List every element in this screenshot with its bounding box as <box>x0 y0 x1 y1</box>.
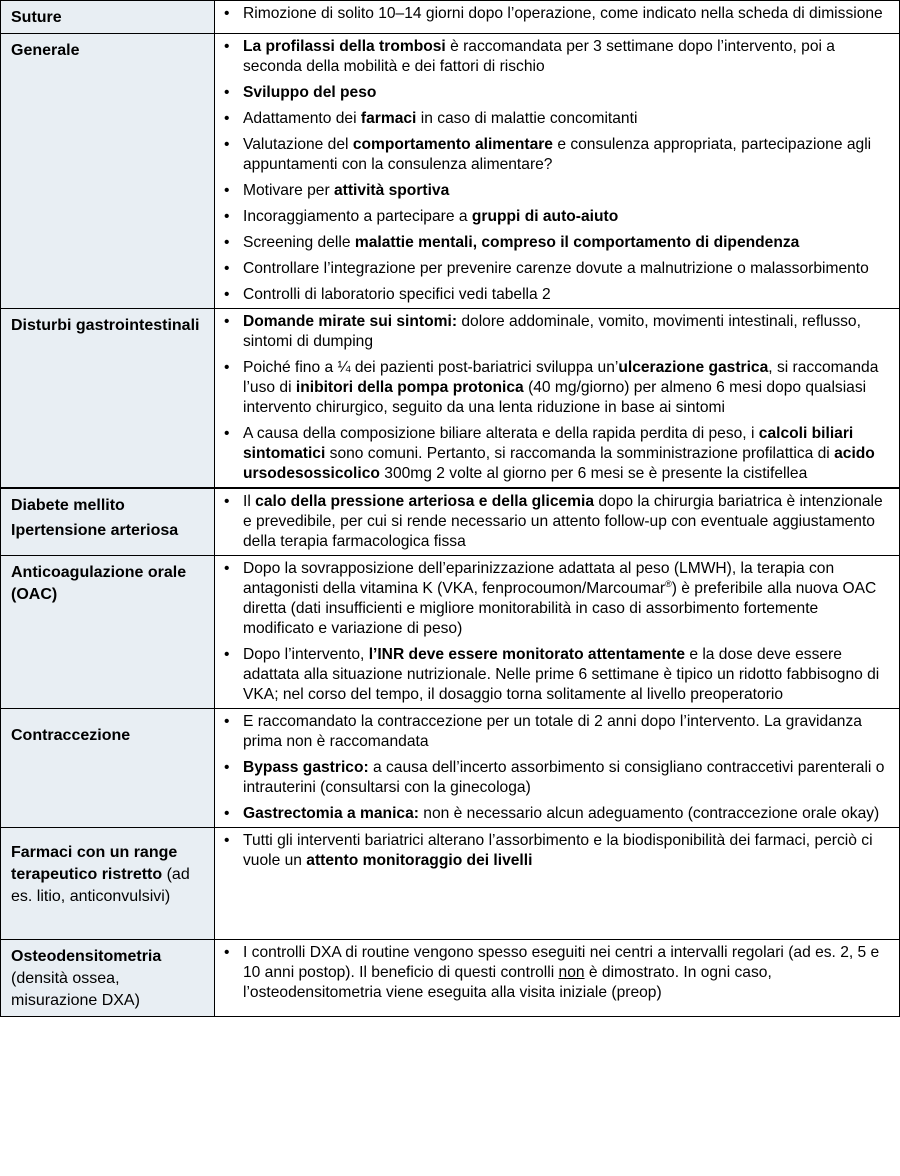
bullet-text: dolore addominale, vomito, movimenti intestinali, reflusso, sintomi di dumping <box>243 313 861 350</box>
row-label-text-2: Ipertensione arteriosa <box>11 522 179 539</box>
bullet-item <box>215 83 889 103</box>
bullet-item <box>215 285 889 305</box>
row-content <box>215 309 900 489</box>
bullet-text: Rimozione di solito 10–14 giorni dopo l’operazione, come indicato nella scheda di dimissione <box>243 5 883 22</box>
bullet-text: I controlli DXA di routine vengono spesso eseguiti nei centri a intervalli regolari (ad es. 2, 5 e 10 anni postop). Il beneficio di questi controlli <box>243 944 880 981</box>
row-label-text: Suture <box>11 9 62 26</box>
bullet-item <box>215 312 889 352</box>
row-osteodensitometria <box>1 940 900 1017</box>
bullet-list <box>215 312 889 484</box>
bullet-text: acido ursodesossicolico <box>243 445 875 482</box>
bullet-list <box>215 943 889 1003</box>
bullet-text: Dopo l’intervento, <box>243 646 369 663</box>
row-label-text: Anticoagulazione orale (OAC) <box>11 564 187 603</box>
bullet-list <box>215 559 889 705</box>
bullet-item <box>215 943 889 1003</box>
bullet-text: non <box>558 964 585 981</box>
bullet-text: Gastrectomia a manica: <box>243 805 419 822</box>
row-label <box>1 556 215 709</box>
row-content <box>215 709 900 828</box>
bullet-item <box>215 559 889 639</box>
bullet-list <box>215 831 889 871</box>
row-content <box>215 556 900 709</box>
bullet-item <box>215 831 889 871</box>
row-suture <box>1 1 900 34</box>
bullet-text: Valutazione del <box>243 136 353 153</box>
bullet-text: malattie mentali, compreso il comportamento di dipendenza <box>354 234 800 251</box>
row-content <box>215 940 900 1017</box>
bullet-text: ® <box>665 578 672 589</box>
row-label-text: Diabete mellito <box>11 497 125 514</box>
bullet-text: e consulenza appropriata, partecipazione agli appuntamenti con la consulenza alimentare? <box>243 136 872 173</box>
bullet-text: Incoraggiamento a partecipare a <box>243 208 472 225</box>
bullet-item <box>215 804 889 824</box>
bullet-text: 300mg 2 volte al giorno per 6 mesi se è presente la cistifellea <box>379 465 808 482</box>
bullet-text: a causa dell’incerto assorbimento si consigliano contraccetivi parenterali o intrauterini (consultarsi con la ginecologa) <box>243 759 885 796</box>
bullet-text: non è necessario alcun adeguamento (contraccezione orale okay) <box>418 805 880 822</box>
bullet-text: Controllare l’integrazione per prevenire carenze dovute a malnutrizione o malassorbimento <box>243 260 869 277</box>
bullet-text: Dopo la sovrapposizione dell’eparinizzazione adattata al peso (LMWH), la terapia con antagonisti della vitamina K (VKA, fenprocoumon/Marcoumar <box>243 560 835 597</box>
bullet-text: Controlli di laboratorio specifici vedi tabella 2 <box>243 286 551 303</box>
row-label <box>1 1 215 34</box>
bullet-text: E raccomandato la contraccezione per un totale di 2 anni dopo l’intervento. La gravidanza prima non è raccomandata <box>243 713 862 750</box>
bullet-text: in caso di malattie concomitanti <box>416 110 638 127</box>
bullet-text: Motivare per <box>243 182 334 199</box>
row-label-text: Disturbi gastrointestinali <box>11 317 200 334</box>
bullet-item <box>215 4 889 24</box>
bullet-text: inibitori della pompa protonica <box>295 379 524 396</box>
row-label-text: Contraccezione <box>11 727 131 744</box>
bullet-text: attività sportiva <box>334 182 450 199</box>
bullet-text: , si raccomanda l’uso di <box>243 359 879 396</box>
row-disturbi-gastrointestinali <box>1 309 900 489</box>
bullet-text: sono comuni. Pertanto, si raccomanda la somministrazione profilattica di <box>325 445 835 462</box>
bullet-text: farmaci <box>360 110 417 127</box>
bullet-list <box>215 4 889 24</box>
bullet-text: Adattamento dei <box>243 110 361 127</box>
bullet-item <box>215 358 889 418</box>
row-anticoagulazione <box>1 556 900 709</box>
row-label <box>1 34 215 309</box>
row-label-subtext: (ad es. litio, anticonvulsivi) <box>11 866 190 905</box>
bullet-item <box>215 37 889 77</box>
row-label <box>1 828 215 940</box>
row-label <box>1 488 215 556</box>
row-farmaci-range-ristretto <box>1 828 900 940</box>
bullet-item <box>215 259 889 279</box>
bullet-text: ulcerazione gastrica <box>618 359 769 376</box>
bullet-text: Il <box>243 493 256 510</box>
bullet-text: A causa della composizione biliare alterata e della rapida perdita di peso, i <box>243 425 759 442</box>
row-label-subtext: (densità ossea, misurazione DXA) <box>11 970 140 1009</box>
bullet-text: dopo la chirurgia bariatrica è intenzionale e prevedibile, per cui si rende necessario un attento follow-up con eventuale aggiustamento della terapia farmacologica fissa <box>243 493 883 550</box>
bullet-item <box>215 135 889 175</box>
row-content <box>215 34 900 309</box>
bullet-text: è raccomandata per 3 settimane dopo l’intervento, poi a seconda della mobilità e dei fattori di rischio <box>243 38 835 75</box>
bullet-item <box>215 712 889 752</box>
row-label-text: Farmaci con un range terapeutico ristretto <box>11 844 178 883</box>
bullet-item <box>215 424 889 484</box>
bullet-text: gruppi di auto-aiuto <box>471 208 619 225</box>
row-diabete-ipertensione <box>1 488 900 556</box>
bullet-text: Bypass gastrico: <box>243 759 369 776</box>
row-label <box>1 309 215 489</box>
bullet-list <box>215 492 889 552</box>
bullet-item <box>215 492 889 552</box>
bullet-text: ) è preferibile alla nuova OAC diretta (dati insufficienti e migliore monitorabilità in caso di assorbimento fortemente modificato e variazione di peso) <box>243 580 877 637</box>
bullet-text: è dimostrato. In ogni caso, l’osteodensitometria viene eseguita alla visita iniziale (preop) <box>243 964 772 1001</box>
bullet-text: attento monitoraggio dei livelli <box>306 852 533 869</box>
bullet-list <box>215 712 889 824</box>
row-content <box>215 1 900 34</box>
row-generale <box>1 34 900 309</box>
bullet-text: calo della pressione arteriosa e della glicemia <box>255 493 595 510</box>
row-label-text: Osteodensitometria <box>11 948 162 965</box>
row-contraccezione <box>1 709 900 828</box>
bullet-item <box>215 233 889 253</box>
bullet-text: Sviluppo del peso <box>243 84 377 101</box>
bullet-text: calcoli biliari sintomatici <box>243 425 854 462</box>
bullet-item <box>215 758 889 798</box>
bullet-item <box>215 181 889 201</box>
row-label <box>1 709 215 828</box>
bullet-text: Poiché fino a ¼ dei pazienti post-bariatrici sviluppa un’ <box>243 359 619 376</box>
row-content <box>215 488 900 556</box>
bullet-text: Tutti gli interventi bariatrici alterano l’assorbimento e la biodisponibilità dei farmaci, perciò ci vuole un <box>243 832 873 869</box>
bullet-text: e la dose deve essere adattata alla situazione nutrizionale. Nelle prime 6 settimane è tipico un ridotto fabbisogno di VKA; nel corso del tempo, il dosaggio torna solitamente al livello preoperatorio <box>243 646 880 703</box>
row-label <box>1 940 215 1017</box>
bullet-text: (40 mg/giorno) per almeno 6 mesi dopo qualsiasi intervento chirurgico, seguito da una lenta riduzione in base ai sintomi <box>243 379 867 416</box>
bullet-text: Screening delle <box>243 234 355 251</box>
bullet-text: La profilassi della trombosi <box>243 38 446 55</box>
bullet-item <box>215 109 889 129</box>
bullet-text: comportamento alimentare <box>352 136 553 153</box>
bullet-list <box>215 37 889 305</box>
bullet-text: Domande mirate sui sintomi: <box>243 313 458 330</box>
bullet-item <box>215 645 889 705</box>
bullet-text: l’INR deve essere monitorato attentamente <box>368 646 685 663</box>
row-content <box>215 828 900 940</box>
bullet-item <box>215 207 889 227</box>
row-label-text: Generale <box>11 42 80 59</box>
